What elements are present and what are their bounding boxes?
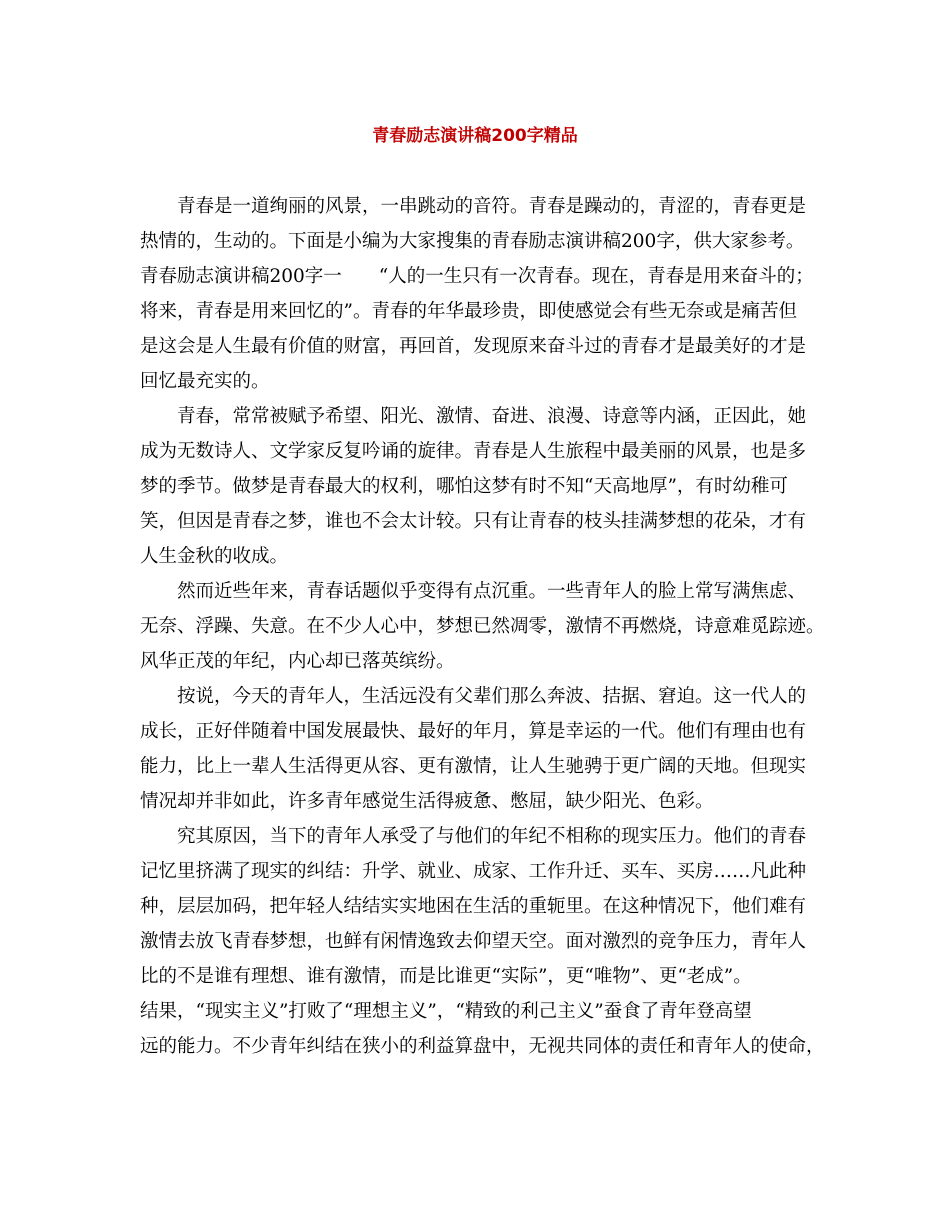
paragraph-2 [140, 399, 815, 574]
text-line: 究其原因，当下的青年人承受了与他们的年纪不相称的现实压力。他们的青春 [140, 826, 807, 847]
text-line: 人生金秋的收成。 [140, 546, 289, 567]
text-line: 种，层层加码，把年轻人结结实实地困在生活的重轭里。在这种情况下，他们难有 [140, 896, 807, 917]
document-body [140, 189, 825, 1064]
paragraph-3 [140, 574, 825, 679]
text-line: 将来，青春是用来回忆的”。青春的年华最珍贵，即使感觉会有些无奈或是痛苦但 [140, 301, 797, 322]
text-line: 成长，正好伴随着中国发展最快、最好的年月，算是幸运的一代。他们有理由也有 [140, 721, 807, 742]
text-line: 是这会是人生最有价值的财富，再回首，发现原来奋斗过的青春才是最美好的才是 [140, 336, 807, 357]
text-line: 风华正茂的年纪，内心却已落英缤纷。 [140, 651, 455, 672]
text-line: 青春励志演讲稿200字一 “人的一生只有一次青春。现在，青春是用来奋斗的； [140, 266, 814, 287]
document-title: 青春励志演讲稿200字精品 [372, 126, 578, 146]
text-line: 结果，“现实主义”打败了“理想主义”，“精致的利己主义”蚕食了青年登高望 [140, 1001, 752, 1022]
text-line: 热情的，生动的。下面是小编为大家搜集的青春励志演讲稿200字，供大家参考。 [140, 231, 805, 252]
text-line: 无奈、浮躁、失意。在不少人心中，梦想已然凋零，激情不再燃烧，诗意难觅踪迹。 [140, 616, 825, 637]
text-line: 情况却并非如此，许多青年感觉生活得疲惫、憋屈，缺少阳光、色彩。 [140, 791, 714, 812]
text-line: 按说，今天的青年人，生活远没有父辈们那么奔波、拮据、窘迫。这一代人的 [140, 686, 807, 707]
text-line: 比的不是谁有理想、谁有激情，而是比谁更“实际”，更“唯物”、更“老成”。 [140, 966, 752, 987]
text-line: 梦的季节。做梦是青春最大的权利，哪怕这梦有时不知“天高地厚”，有时幼稚可 [140, 476, 788, 497]
paragraph-5 [140, 819, 825, 1064]
text-line: 回忆最充实的。 [140, 371, 270, 392]
paragraph-4 [140, 679, 815, 819]
text-line: 青春是一道绚丽的风景，一串跳动的音符。青春是躁动的，青涩的，青春更是 [140, 196, 807, 217]
text-line: 激情去放飞青春梦想，也鲜有闲情逸致去仰望天空。面对激烈的竞争压力，青年人 [140, 931, 807, 952]
text-line: 记忆里挤满了现实的纠结：升学、就业、成家、工作升迁、买车、买房……凡此种 [140, 861, 807, 882]
text-line: 青春，常常被赋予希望、阳光、激情、奋进、浪漫、诗意等内涵，正因此，她 [140, 406, 807, 427]
text-line: 远的能力。不少青年纠结在狭小的利益算盘中，无视共同体的责任和青年人的使命， [140, 1036, 825, 1057]
text-line: 能力，比上一辈人生活得更从容、更有激情，让人生驰骋于更广阔的天地。但现实 [140, 756, 807, 777]
text-line: 然而近些年来，青春话题似乎变得有点沉重。一些青年人的脸上常写满焦虑、 [140, 581, 807, 602]
paragraph-1 [140, 189, 815, 399]
text-line: 成为无数诗人、文学家反复吟诵的旋律。青春是人生旅程中最美丽的风景，也是多 [140, 441, 807, 462]
text-line: 笑，但因是青春之梦，谁也不会太计较。只有让青春的枝头挂满梦想的花朵，才有 [140, 511, 807, 532]
